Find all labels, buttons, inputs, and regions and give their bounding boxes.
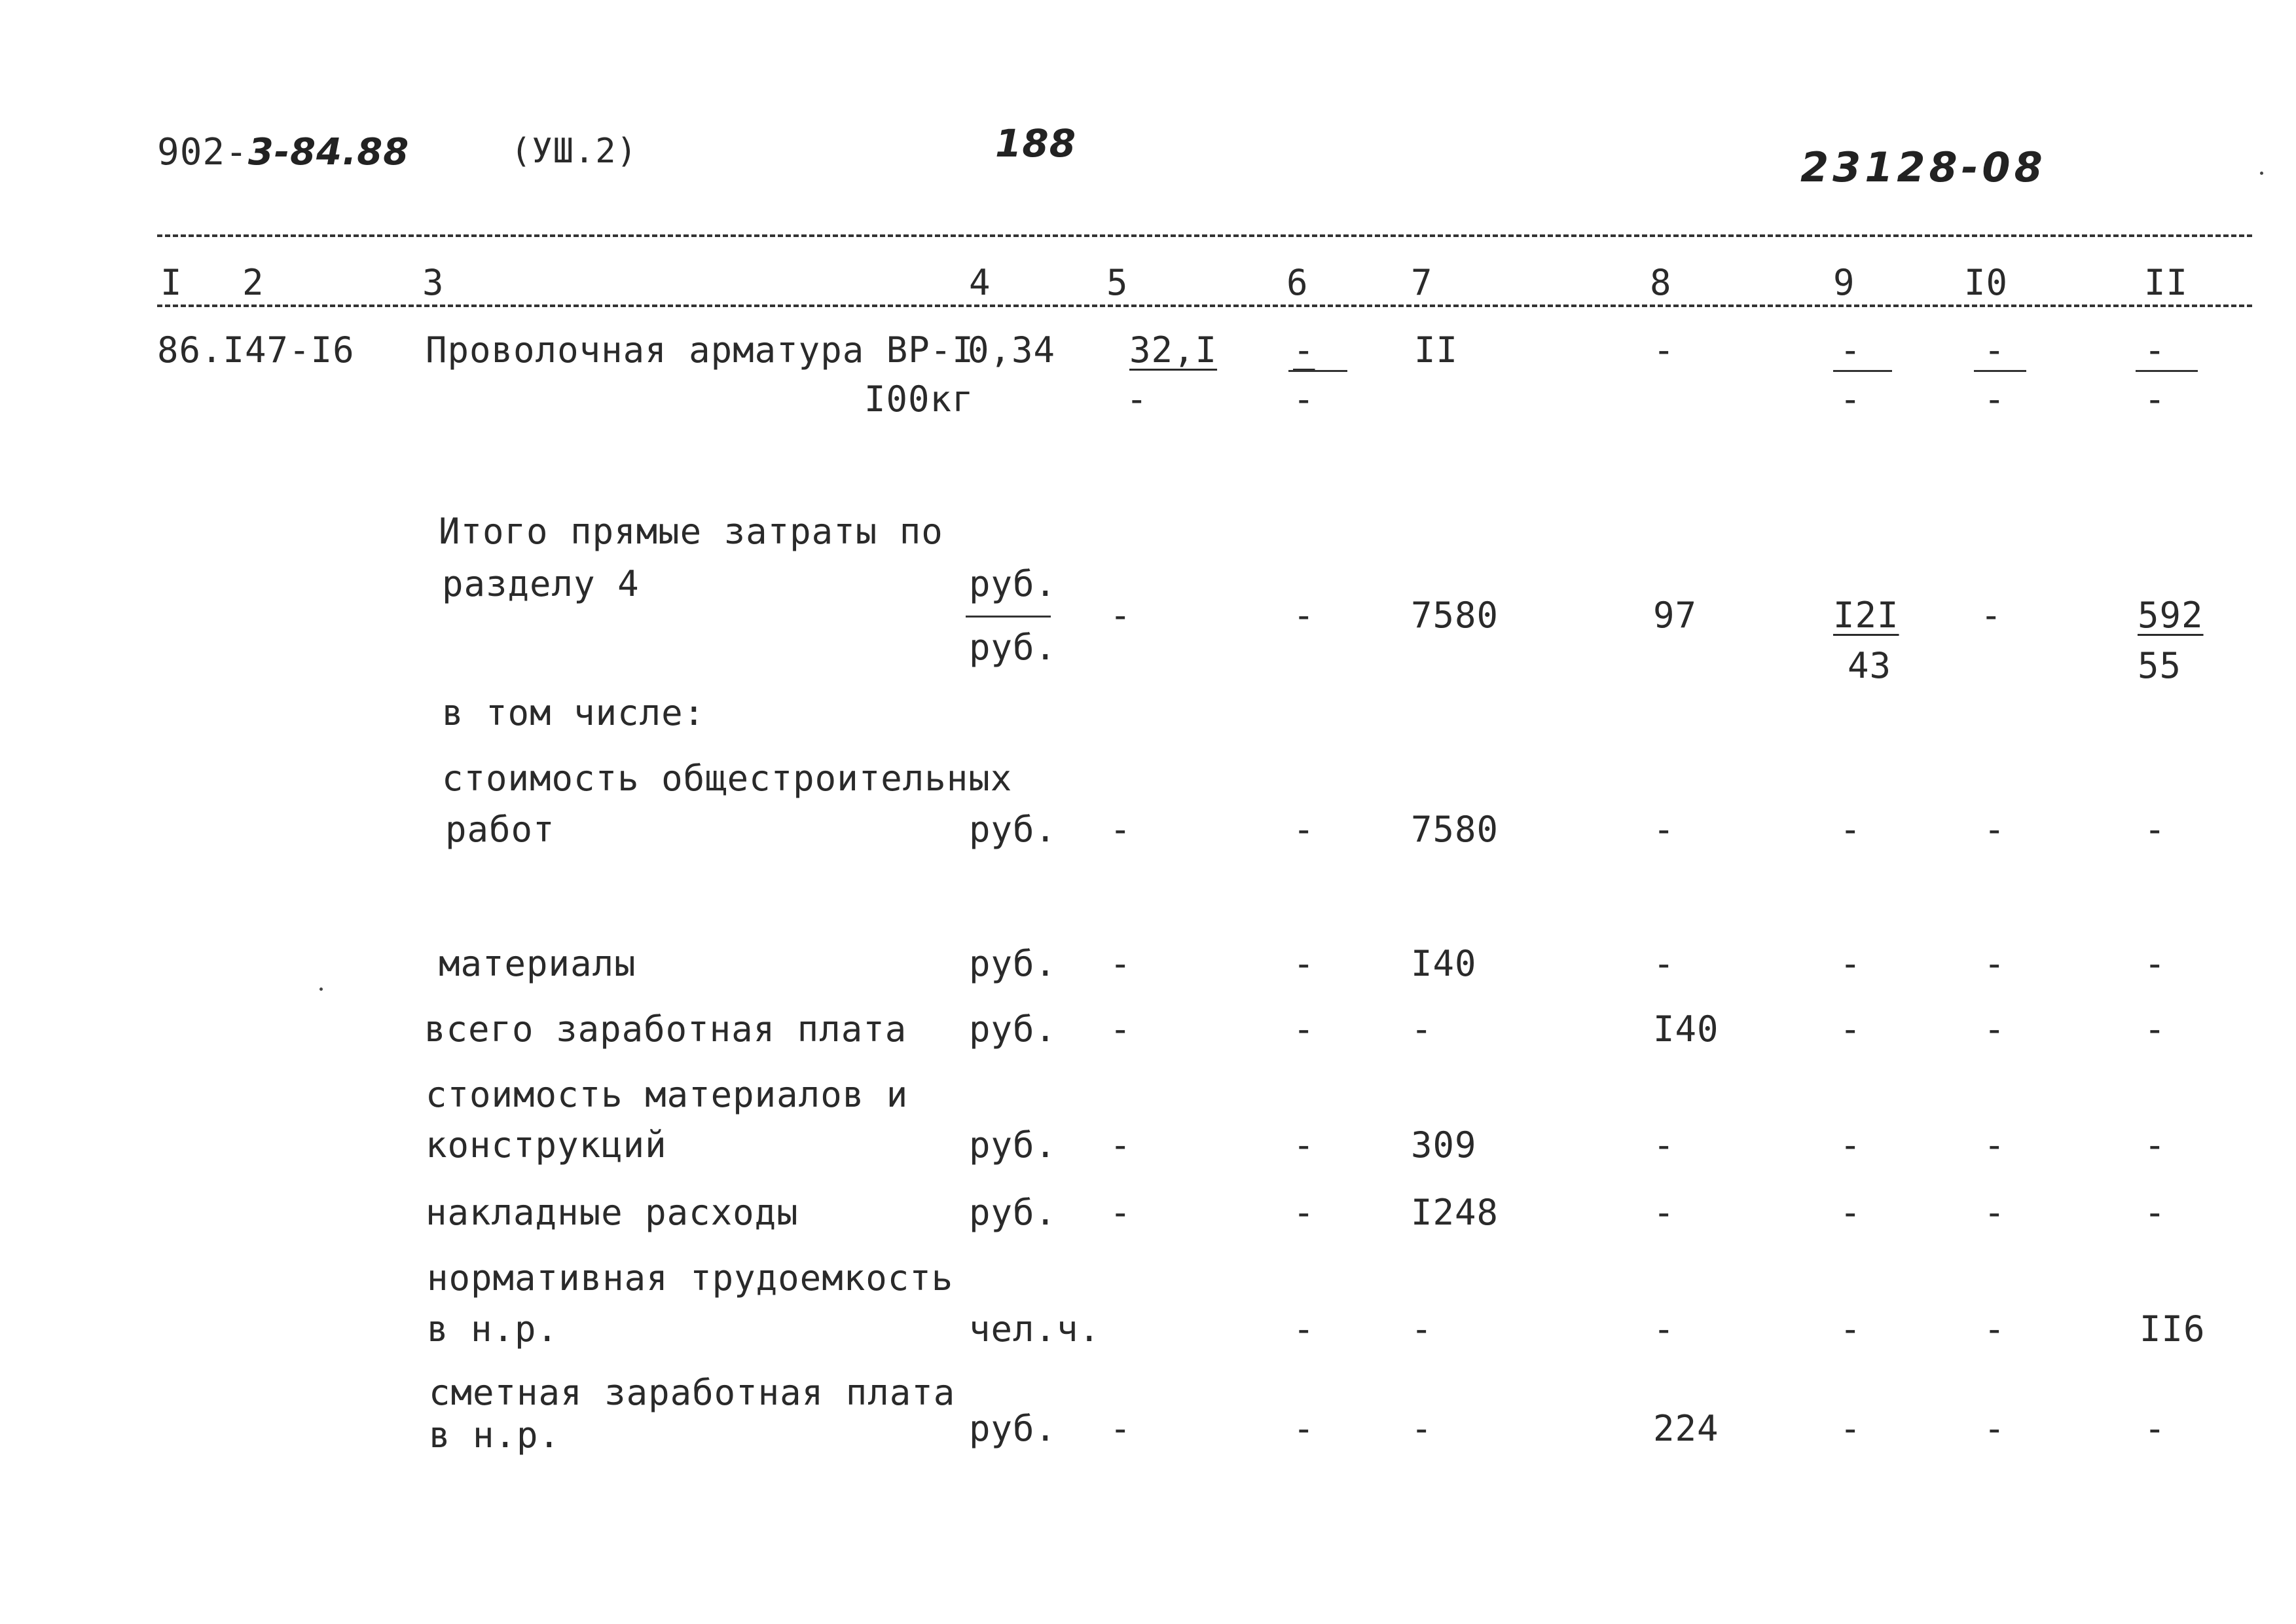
row-col10: - — [1984, 1192, 2006, 1233]
stray-mark — [2260, 172, 2263, 175]
row-label-line1: сметная заработная плата — [429, 1372, 956, 1413]
row-col6: - — [1293, 943, 1315, 984]
row-col5: - — [1110, 1408, 1132, 1449]
row-unit: руб. — [969, 1192, 1057, 1233]
item-col7: II — [1414, 329, 1459, 371]
item-code: 86.I47-I6 — [157, 329, 355, 371]
col-5-header: 5 — [1106, 262, 1129, 303]
row-unit: руб. — [969, 1008, 1057, 1050]
col-3-header: 3 — [422, 262, 445, 303]
row-col5: - — [1110, 1124, 1132, 1166]
total-unit-fraction-line — [966, 616, 1051, 618]
item-quantity: 0,34 — [968, 329, 1056, 371]
item-col5-bottom: - — [1126, 378, 1148, 420]
row-col7: - — [1411, 1408, 1433, 1449]
row-col8: - — [1653, 1192, 1675, 1233]
row-col10: - — [1984, 809, 2006, 850]
document-code — [157, 131, 410, 174]
total-label-line1: Итого прямые затраты по — [439, 511, 943, 552]
page-number: 188 — [995, 121, 1077, 166]
item-unit: I00кг — [864, 378, 974, 420]
row-label-line1: материалы — [439, 943, 636, 984]
total-label-line2: разделу 4 — [442, 563, 640, 604]
row-col8: 224 — [1653, 1408, 1719, 1449]
row-col6: - — [1293, 1408, 1315, 1449]
item-col10-top: - — [1984, 329, 2006, 371]
item-col11-fraction-line — [2136, 370, 2198, 372]
row-col10: - — [1984, 943, 2006, 984]
row-label-line1: накладные расходы — [426, 1192, 799, 1233]
row-col9: - — [1840, 1008, 1862, 1050]
col-11-header: II — [2144, 262, 2189, 303]
document-code-handwritten: 3-84.88 — [247, 131, 410, 174]
row-col5: - — [1110, 809, 1132, 850]
row-col5: - — [1110, 943, 1132, 984]
row-col6: - — [1293, 1008, 1315, 1050]
item-col10-fraction-line — [1974, 370, 2026, 372]
row-unit: руб. — [969, 943, 1057, 984]
item-col10-bottom: - — [1984, 378, 2006, 420]
row-unit: чел.ч. — [969, 1308, 1101, 1350]
row-col8: - — [1653, 809, 1675, 850]
row-col5: - — [1110, 1192, 1132, 1233]
item-col11-bottom: - — [2144, 378, 2166, 420]
row-col11: - — [2144, 809, 2166, 850]
column-header-rule — [157, 304, 2252, 307]
top-rule — [157, 234, 2252, 237]
row-label-line2: работ — [445, 809, 555, 850]
col-9-header: 9 — [1833, 262, 1855, 303]
row-label-line1: нормативная трудоемкость — [427, 1257, 954, 1299]
total-unit-top: руб. — [969, 563, 1057, 604]
row-col7: I248 — [1411, 1192, 1499, 1233]
row-unit: руб. — [969, 809, 1057, 850]
col-8-header: 8 — [1650, 262, 1672, 303]
row-col8: - — [1653, 1124, 1675, 1166]
row-col5: - — [1110, 1008, 1132, 1050]
item-col6-fraction-line — [1288, 370, 1347, 372]
row-col9: - — [1840, 1192, 1862, 1233]
col-2-header: 2 — [242, 262, 264, 303]
row-col7: I40 — [1411, 943, 1477, 984]
item-col9-bottom: - — [1840, 378, 1862, 420]
row-col6: - — [1293, 1192, 1315, 1233]
row-col11: II6 — [2140, 1308, 2206, 1350]
row-col9: - — [1840, 1408, 1862, 1449]
row-label-line1: стоимость общестроительных — [442, 758, 1013, 799]
item-col11-top: - — [2144, 329, 2166, 371]
row-col8: - — [1653, 943, 1675, 984]
row-col9: - — [1840, 943, 1862, 984]
total-col8: 97 — [1653, 595, 1698, 636]
total-col9-top: I2I — [1833, 595, 1899, 636]
row-col10: - — [1984, 1408, 2006, 1449]
row-label-line2: конструкций — [426, 1124, 667, 1166]
col-1-header: I — [160, 262, 183, 303]
row-col6: - — [1293, 1124, 1315, 1166]
row-unit: руб. — [969, 1408, 1057, 1449]
total-col10: - — [1980, 595, 2003, 636]
col-7-header: 7 — [1411, 262, 1433, 303]
row-col11: - — [2144, 1124, 2166, 1166]
row-col10: - — [1984, 1008, 2006, 1050]
row-col11: - — [2144, 1408, 2166, 1449]
col-10-header: I0 — [1964, 262, 2009, 303]
col-4-header: 4 — [969, 262, 991, 303]
margin-mark — [319, 987, 323, 991]
row-col8: - — [1653, 1308, 1675, 1350]
total-col11-top: 592 — [2138, 595, 2204, 636]
row-col9: - — [1840, 1124, 1862, 1166]
row-col6: - — [1293, 1308, 1315, 1350]
total-unit-bottom: руб. — [969, 627, 1057, 668]
row-col7: - — [1411, 1308, 1433, 1350]
volume-label: (УШ.2) — [511, 132, 638, 171]
row-unit: руб. — [969, 1124, 1057, 1166]
row-col9: - — [1840, 809, 1862, 850]
col-6-header: 6 — [1286, 262, 1309, 303]
row-col11: - — [2144, 943, 2166, 984]
total-col7: 7580 — [1411, 595, 1499, 636]
item-col6-top: - — [1293, 329, 1315, 371]
document-code-printed: 902- — [157, 131, 248, 174]
row-col7: 7580 — [1411, 809, 1499, 850]
item-col9-fraction-line — [1833, 370, 1892, 372]
row-col10: - — [1984, 1124, 2006, 1166]
row-col8: I40 — [1653, 1008, 1719, 1050]
item-col6-bottom: - — [1293, 378, 1315, 420]
item-col9-top: - — [1840, 329, 1862, 371]
row-col7: - — [1411, 1008, 1433, 1050]
row-label-line2: в н.р. — [427, 1308, 559, 1350]
including-label: в том числе: — [442, 692, 706, 733]
row-label-line1: всего заработная плата — [424, 1008, 907, 1050]
item-col5-top: 32,I — [1129, 329, 1218, 371]
row-label-line1: стоимость материалов и — [426, 1074, 909, 1115]
row-col10: - — [1984, 1308, 2006, 1350]
row-col11: - — [2144, 1192, 2166, 1233]
row-col6: - — [1293, 809, 1315, 850]
row-col11: - — [2144, 1008, 2166, 1050]
total-col11-bottom: 55 — [2138, 645, 2182, 686]
row-col9: - — [1840, 1308, 1862, 1350]
item-name: Проволочная арматура ВР-I — [426, 329, 974, 371]
row-col7: 309 — [1411, 1124, 1477, 1166]
stamp-number: 23128-08 — [1800, 143, 2047, 191]
item-col8: - — [1653, 329, 1675, 371]
total-col5: - — [1110, 595, 1132, 636]
row-label-line2: в н.р. — [429, 1414, 561, 1456]
total-col9-bottom: 43 — [1848, 645, 1892, 686]
total-col6: - — [1293, 595, 1315, 636]
